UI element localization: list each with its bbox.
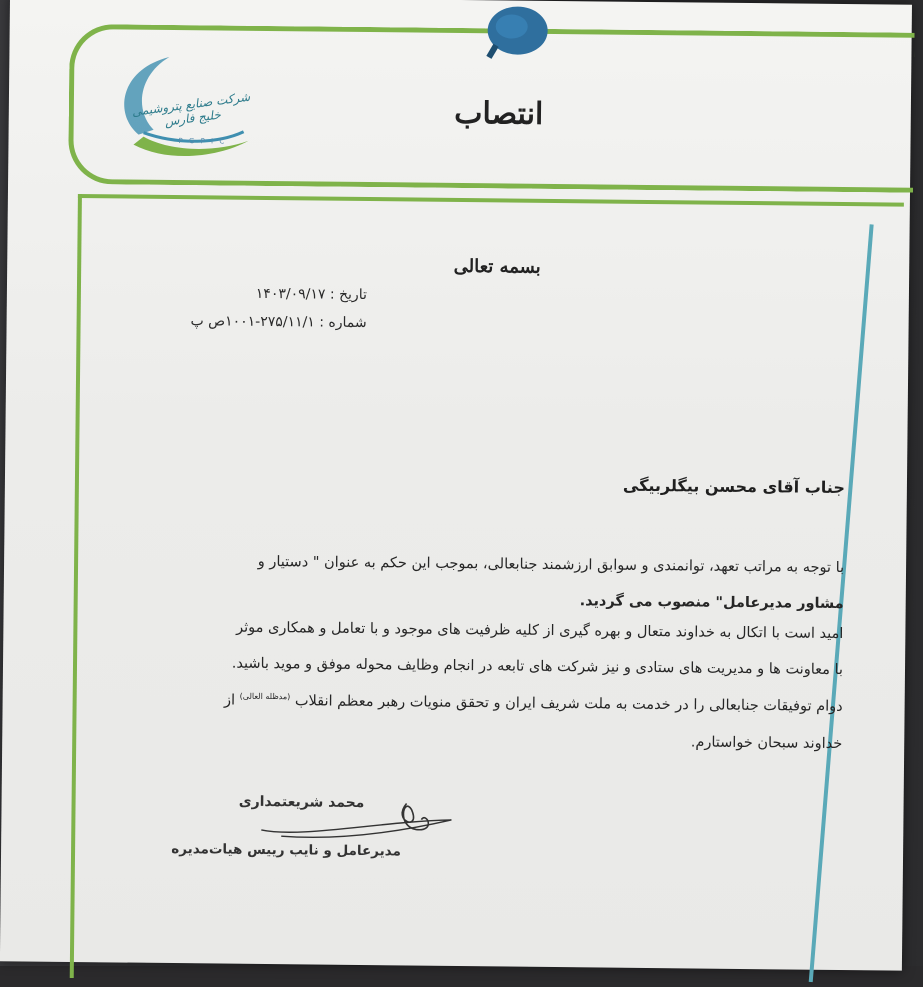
signer-name: محمد شریعتمداری: [238, 793, 365, 812]
body-line-3: امید است با اتکال به خداوند متعال و بهره گیری از کلیه ظرفیت های موجود و با تعامل و همکاری موثر: [236, 619, 844, 643]
document-title: انتصاب: [454, 95, 544, 132]
signer-title: مدیرعامل و نایب رییس هیات‌مدیره: [171, 841, 401, 860]
date-value: ۱۴۰۳/۰۹/۱۷: [255, 285, 326, 303]
date-row: [127, 285, 367, 304]
honorific-note: (مدظله العالی): [239, 691, 291, 702]
recipient-line: جناب آقای محسن بیگلربیگی: [622, 475, 846, 498]
company-logo-text: شرکت صنایع پتروشیمی خلیج فارس: [131, 89, 251, 129]
number-label: شماره :: [319, 314, 367, 332]
basmala-heading: بسمه تعالی: [453, 255, 541, 278]
number-row: [127, 313, 367, 332]
company-logo-subtext: P G P I C: [178, 137, 227, 146]
body-line-5-text: دوام توفیقات جنابعالی را در خدمت به ملت شریف ایران و تحقق منویات رهبر معظم انقلاب: [294, 693, 843, 715]
body-line-5-end: از: [223, 692, 236, 709]
body-line-6: خداوند سبحان خواستارم.: [690, 734, 843, 753]
push-pin-icon: [471, 4, 552, 65]
number-value: ۲۷۵/۱۱/۱-۱۰۰۱ص پ: [190, 313, 315, 331]
date-label: تاریخ :: [329, 286, 367, 304]
body-line-4: با معاونت ها و مدیریت های ستادی و نیز شرکت های تابعه در انجام وظایف محوله موفق و موید باشید.: [231, 655, 844, 679]
body-line-2: مشاور مدیرعامل" منصوب می گردید.: [579, 593, 844, 613]
body-line-1: با توجه به مراتب تعهد، توانمندی و سوابق ارزشمند جنابعالی، بموجب این حکم به عنوان " دستیار و: [257, 553, 845, 577]
